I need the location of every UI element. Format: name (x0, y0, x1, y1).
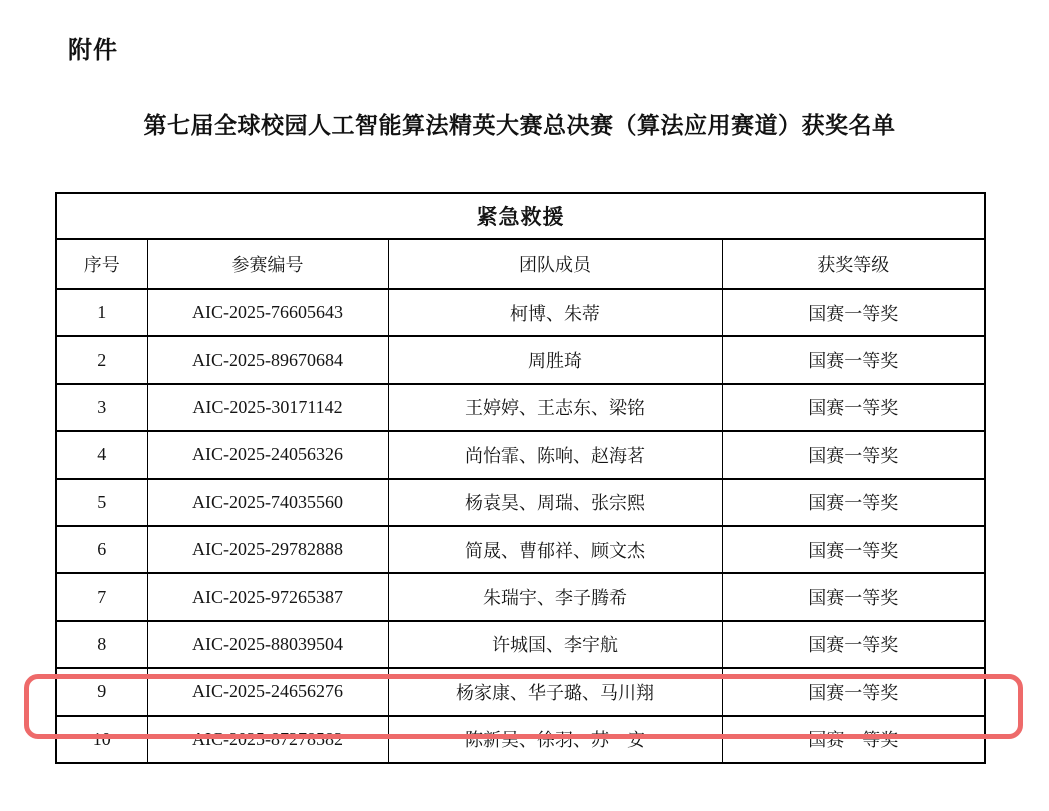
row-no: 10 (56, 716, 147, 763)
table-row (56, 668, 985, 715)
table-row (56, 526, 985, 573)
row-no: 5 (56, 479, 147, 526)
table-row (56, 716, 985, 763)
entry-id: AIC-2025-87278582 (147, 716, 388, 763)
table-row (56, 336, 985, 383)
document-title: 第七届全球校园人工智能算法精英大赛总决赛（算法应用赛道）获奖名单 (143, 113, 896, 138)
award-level: 国赛一等奖 (722, 384, 985, 431)
award-level: 国赛一等奖 (722, 336, 985, 383)
row-no: 6 (56, 526, 147, 573)
award-level: 国赛一等奖 (722, 526, 985, 573)
table-caption-row (56, 193, 985, 239)
entry-id: AIC-2025-89670684 (147, 336, 388, 383)
table-row (56, 479, 985, 526)
entry-id: AIC-2025-29782888 (147, 526, 388, 573)
award-table-body (56, 289, 985, 763)
column-header-award: 获奖等级 (722, 239, 985, 289)
award-level: 国赛一等奖 (722, 479, 985, 526)
entry-id: AIC-2025-97265387 (147, 573, 388, 620)
column-header-no: 序号 (56, 239, 147, 289)
row-no: 7 (56, 573, 147, 620)
team-members: 许城国、李宇航 (388, 621, 722, 668)
row-no: 8 (56, 621, 147, 668)
entry-id: AIC-2025-74035560 (147, 479, 388, 526)
team-members: 杨家康、华子璐、马川翔 (388, 668, 722, 715)
entry-id: AIC-2025-88039504 (147, 621, 388, 668)
table-row (56, 431, 985, 478)
entry-id: AIC-2025-24656276 (147, 668, 388, 715)
row-no: 9 (56, 668, 147, 715)
team-members: 周胜琦 (388, 336, 722, 383)
table-caption: 紧急救援 (56, 193, 985, 239)
column-header-team: 团队成员 (388, 239, 722, 289)
team-members: 王婷婷、王志东、梁铭 (388, 384, 722, 431)
award-level: 国赛一等奖 (722, 289, 985, 336)
award-level: 国赛一等奖 (722, 573, 985, 620)
row-no: 3 (56, 384, 147, 431)
team-members: 柯博、朱蒂 (388, 289, 722, 336)
table-row (56, 289, 985, 336)
entry-id: AIC-2025-76605643 (147, 289, 388, 336)
entry-id: AIC-2025-24056326 (147, 431, 388, 478)
award-level: 国赛一等奖 (722, 716, 985, 763)
team-members: 尚怡霏、陈响、赵海茗 (388, 431, 722, 478)
attachment-label: 附件 (68, 38, 118, 64)
table-header-row (56, 239, 985, 289)
table-row (56, 384, 985, 431)
entry-id: AIC-2025-30171142 (147, 384, 388, 431)
team-members: 简晟、曹郁祥、顾文杰 (388, 526, 722, 573)
row-no: 1 (56, 289, 147, 336)
row-no: 2 (56, 336, 147, 383)
award-level: 国赛一等奖 (722, 621, 985, 668)
row-no: 4 (56, 431, 147, 478)
table-row (56, 573, 985, 620)
table-row (56, 621, 985, 668)
column-header-id: 参赛编号 (147, 239, 388, 289)
team-members: 杨袁昊、周瑞、张宗熙 (388, 479, 722, 526)
team-members: 朱瑞宇、李子腾希 (388, 573, 722, 620)
award-level: 国赛一等奖 (722, 431, 985, 478)
award-level: 国赛一等奖 (722, 668, 985, 715)
team-members: 陈新昊、徐羽、苏一安 (388, 716, 722, 763)
award-table (55, 192, 986, 764)
